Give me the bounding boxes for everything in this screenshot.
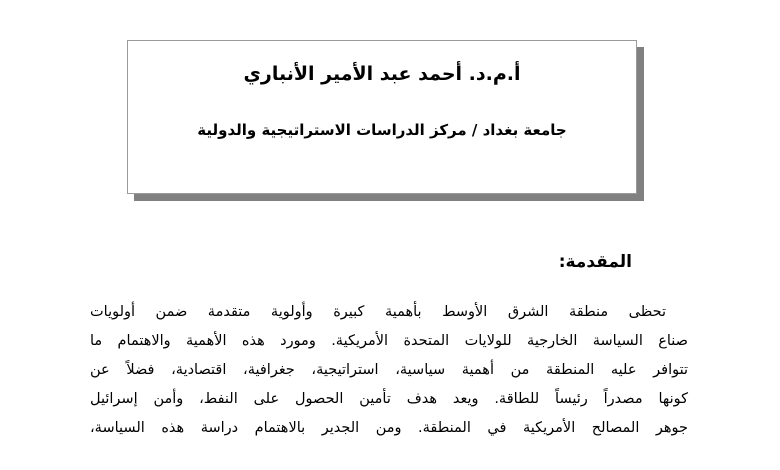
paragraph-line: جوهر المصالح الأمريكية في المنطقة. ومن الجدير بالاهتمام دراسة هذه السياسة، — [90, 420, 688, 436]
paragraph-line: تتوافر عليه المنطقة من أهمية سياسية، استراتيجية، جغرافية، اقتصادية، فضلاً عن — [90, 362, 688, 378]
paragraph-line: تحظى منطقة الشرق الأوسط بأهمية كبيرة وأولوية متقدمة ضمن أولويات — [90, 304, 666, 320]
introduction-paragraph — [90, 298, 688, 443]
author-name: أ.م.د. أحمد عبد الأمير الأنباري — [243, 63, 521, 85]
section-heading-introduction: المقدمة: — [558, 252, 632, 272]
author-info-box — [127, 40, 637, 194]
paragraph-line: كونها مصدراً رئيساً للطاقة. ويعد هدف تأمين الحصول على النفط، وأمن إسرائيل — [90, 391, 688, 407]
author-affiliation: جامعة بغداد / مركز الدراسات الاستراتيجية والدولية — [197, 121, 567, 139]
paragraph-line: صناع السياسة الخارجية للولايات المتحدة الأمريكية. ومورد هذه الأهمية والاهتمام ما — [90, 333, 688, 349]
